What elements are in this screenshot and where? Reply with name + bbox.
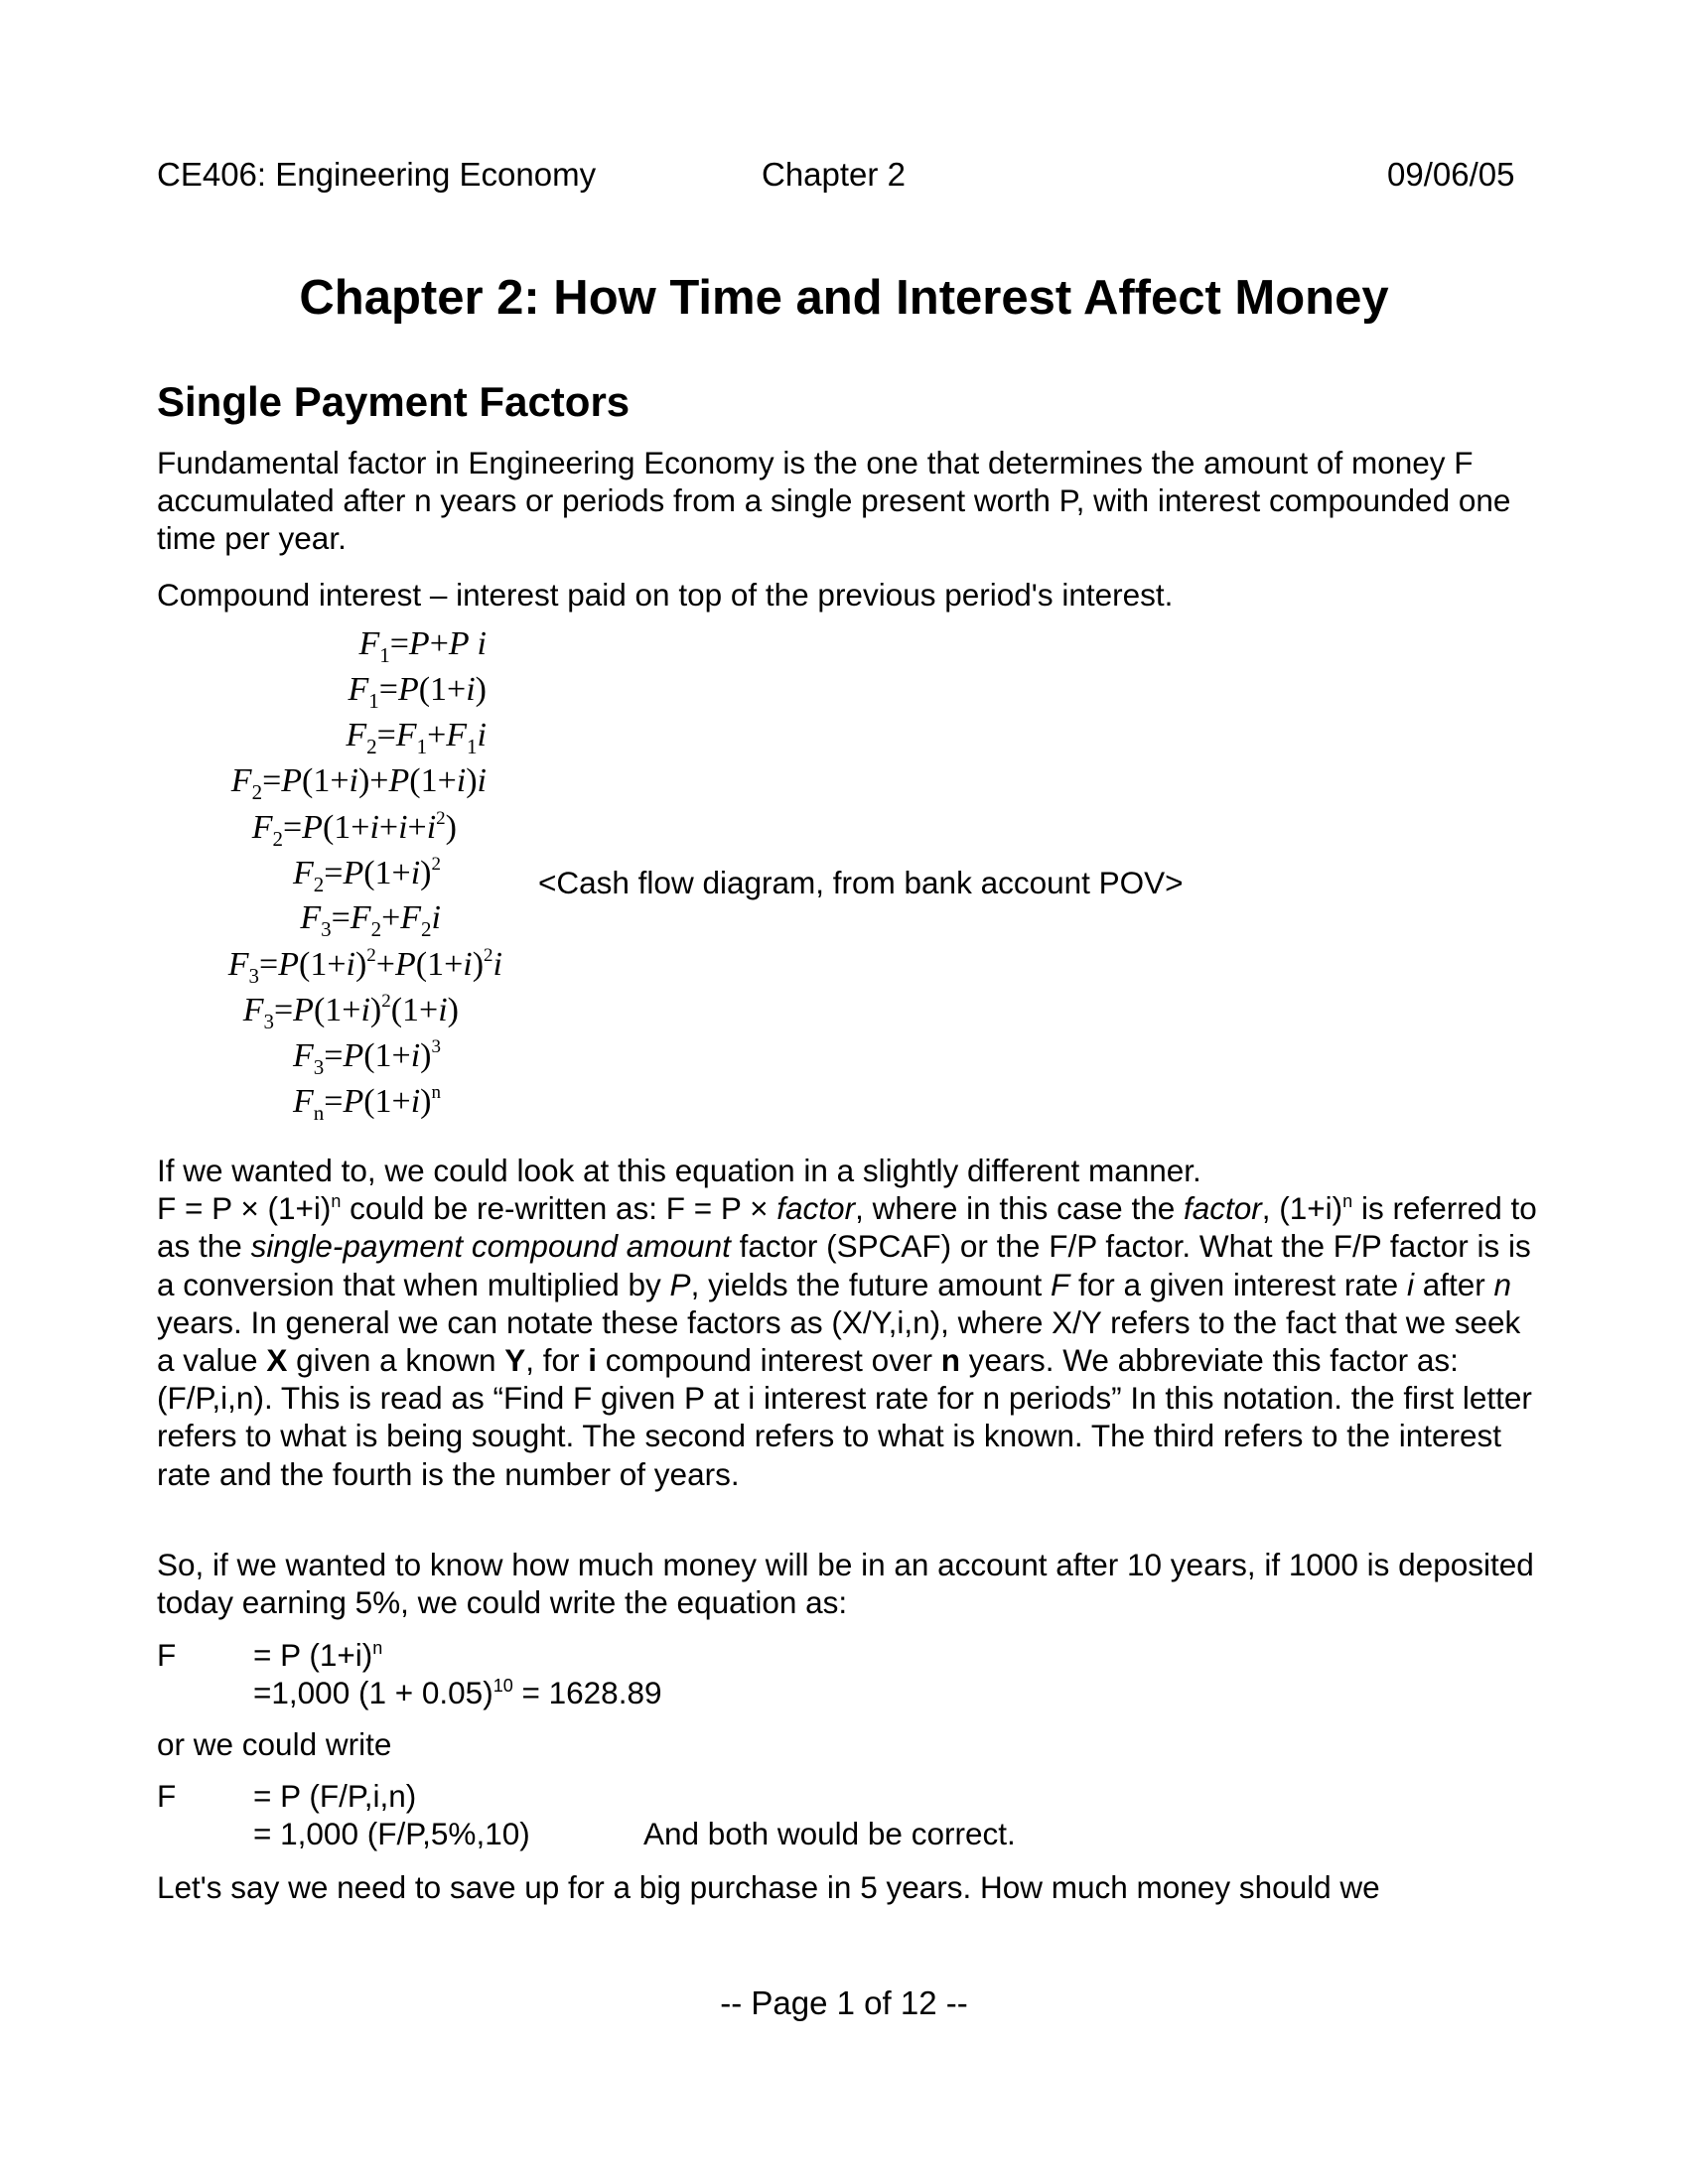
intro-paragraph: Fundamental factor in Engineering Economy is the one that determines the amount of money F accumulated after n years or periods from a single present worth P, with interest compounded one time per year. xyxy=(157,445,1511,557)
calc1-line1: = P $(1+i)^n$ xyxy=(253,1637,383,1673)
equation: $F_3=P(1+i)^2+P(1+i)^2i$ xyxy=(227,945,502,988)
header-chapter: Chapter 2 xyxy=(762,156,906,193)
equation: $F_1=P+P$ i xyxy=(358,625,487,667)
closing-paragraph: Let's say we need to save up for a big purchase in 5 years. How much money should we xyxy=(157,1869,1380,1905)
equation: $F_2=P(1+i)+P(1+i)i$ xyxy=(230,762,487,804)
equation: $F_1=P(1+i)$ xyxy=(348,671,487,713)
page-title: Chapter 2: How Time and Interest Affect Money xyxy=(299,271,1389,325)
equation: $F_2=P(1+i)^2$ xyxy=(292,854,441,896)
or-paragraph: or we could write xyxy=(157,1726,392,1762)
compound-interest-paragraph: Compound interest – interest paid on top of the previous period's interest. xyxy=(157,577,1174,613)
calc1-line2: =1,000 $(1 + 0.05)^{10} = 1628.89$ xyxy=(253,1675,662,1710)
equation: $F_3=P(1+i)^2(1+i)$ xyxy=(242,991,459,1033)
section-heading: Single Payment Factors xyxy=(157,378,631,425)
equation: $F_n=P(1+i)^n$ xyxy=(292,1082,441,1125)
equation: $F_2=P(1+i+i+i^2)$ xyxy=(251,808,457,851)
calc2-line1: = P (F/P,i,n) xyxy=(253,1778,417,1814)
equation: $F_3=P(1+i)^3$ xyxy=(292,1036,441,1079)
example-paragraph: So, if we wanted to know how much money will be in an account after 10 years, if 1000 is deposited today earning 5%, we could write the equation as: xyxy=(157,1547,1534,1621)
header-course: CE406: Engineering Economy xyxy=(157,156,597,193)
calc2-lhs: F xyxy=(157,1778,177,1814)
page-footer: -- Page 1 of 12 -- xyxy=(720,1984,968,2021)
equation: $F_3=F_2+F_2i$ xyxy=(300,899,441,941)
calc1-lhs: F xyxy=(157,1637,177,1673)
equation: $F_2=F_1+F_1i$ xyxy=(346,717,487,758)
factor-notation-paragraph: If we wanted to, we could look at this equation in a slightly different manner. $F = P \times (1+i)^n$ could be re-written as: F = P × factor, where in this case the factor, $(1+i)^n$ is referred to as the single-payment compound amount factor (SPCAF) or the F/P factor. What the F/P factor is is a conversion that when multiplied by P, yields the future amount F for a given interest rate i after n years. In general we can notate these factors as (X/Y,i,n), where X/Y refers to the fact that we seek a value X given a known Y, for i compound interest over n years. We abbreviate this factor as: (F/P,i,n). This is read as “Find F given P at i interest rate for n periods” In this notation. the first letter refers to what is being sought. The second refers to what is known. The third refers to the interest rate and the fourth is the number of years. xyxy=(157,1153,1537,1492)
header-date: 09/06/05 xyxy=(1387,156,1515,193)
calc2-note: And both would be correct. xyxy=(643,1816,1016,1851)
calc2-line2: = 1,000 (F/P,5%,10) xyxy=(253,1816,530,1851)
cash-flow-note: <Cash flow diagram, from bank account POV> xyxy=(538,865,1184,900)
